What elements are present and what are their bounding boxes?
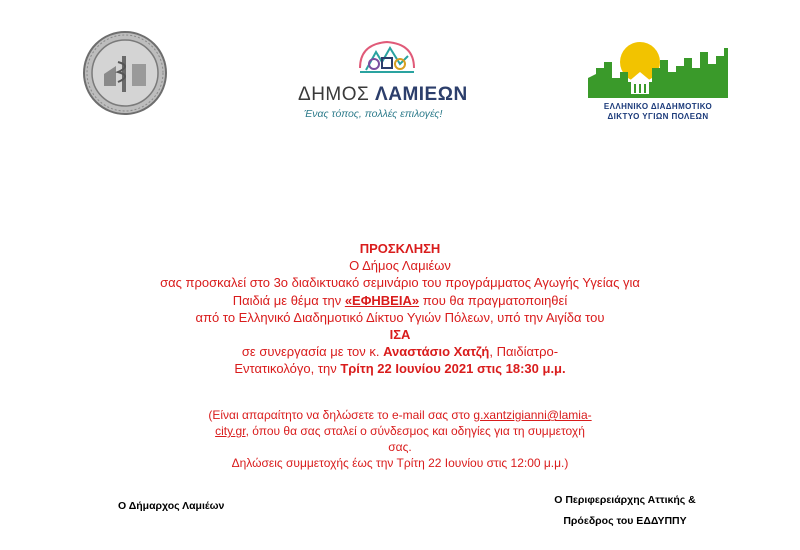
invitation-title: ΠΡΟΣΚΛΗΣΗ [359, 241, 441, 256]
invitation-line-3 [70, 292, 730, 309]
note-line-1-text: (Είναι απαραίτητο να δηλώσετε το e-mail σας στο [208, 408, 474, 422]
city-skyline-icon [588, 38, 728, 102]
note-line-1 [110, 407, 690, 423]
isa-seal-icon [82, 30, 168, 116]
mayor-signature-label: Ο Δήμαρχος Λαμιέων [118, 500, 225, 512]
invitation-line-6 [70, 343, 730, 360]
invitation-line-7 [70, 360, 730, 377]
dimos-logo-slogan: Ένας τόπος, πολλές επιλογές! [304, 108, 443, 120]
note-line-2 [110, 423, 690, 439]
email-link-part1[interactable]: g.xantzigianni@lamia- [473, 408, 592, 422]
note-line-4: Δηλώσεις συμμετοχής έως την Τρίτη 22 Ιουνίου στις 12:00 μ.μ.) [231, 456, 569, 470]
email-link-part2[interactable]: city.gr [215, 424, 246, 438]
note-line-2-text: , όπου θα σας σταλεί ο σύνδεσμος και οδηγίες για τη συμμετοχή [245, 424, 585, 438]
invitation-line-4: από το Ελληνικό Διαδημοτικό Δίκτυο Υγιών Πόλεων, υπό την Αιγίδα του [195, 309, 605, 325]
invitation-line-6-start: σε συνεργασία με τον κ. [241, 344, 384, 360]
registration-note [110, 407, 690, 471]
seminar-topic: «ΕΦΗΒΕΙΑ» [344, 292, 420, 308]
dimos-emblem-icon [352, 38, 422, 80]
governor-signature-line2: Πρόεδρος του ΕΔΔΥΠΠΥ [563, 515, 687, 527]
dimos-lamieon-logo [292, 36, 482, 122]
dimos-logo-word1: ΔΗΜΟΣ [298, 84, 376, 105]
isa-label: ΙΣΑ [389, 327, 411, 343]
invitation-line-3-end: που θα πραγματοποιηθεί [419, 292, 568, 308]
network-logo-line1: ΕΛΛΗΝΙΚΟ ΔΙΑΔΗΜΟΤΙΚΟ [603, 102, 713, 111]
dimos-logo-word2: ΛΑΜΙΕΩΝ [375, 84, 468, 105]
healthy-cities-network-logo [588, 38, 728, 122]
invitation-line-7-start: Εντατικολόγο, την [234, 361, 341, 377]
invitation-line-1: Ο Δήμος Λαμιέων [349, 258, 451, 274]
note-line-3: σας. [388, 440, 412, 454]
invitation-line-3-start: Παιδιά με θέμα την [232, 292, 345, 308]
dimos-logo-title [298, 84, 468, 106]
governor-signature-line1: Ο Περιφερειάρχης Αττικής & [554, 494, 696, 506]
network-logo-line2: ΔΙΚΤΥΟ ΥΓΙΩΝ ΠΟΛΕΩΝ [607, 112, 709, 121]
invitation-body [70, 240, 730, 378]
isa-logo [82, 30, 168, 116]
governor-signature-block [520, 490, 730, 532]
invitation-line-2: σας προσκαλεί στο 3ο διαδικτυακό σεμινάριο του προγράμματος Αγωγής Υγείας για [160, 275, 640, 291]
speaker-name: Αναστάσιο Χατζή [383, 344, 490, 360]
invitation-line-6-end: , Παιδίατρο- [489, 344, 559, 360]
seminar-date: Τρίτη 22 Ιουνίου 2021 στις 18:30 μ.μ. [340, 361, 566, 377]
